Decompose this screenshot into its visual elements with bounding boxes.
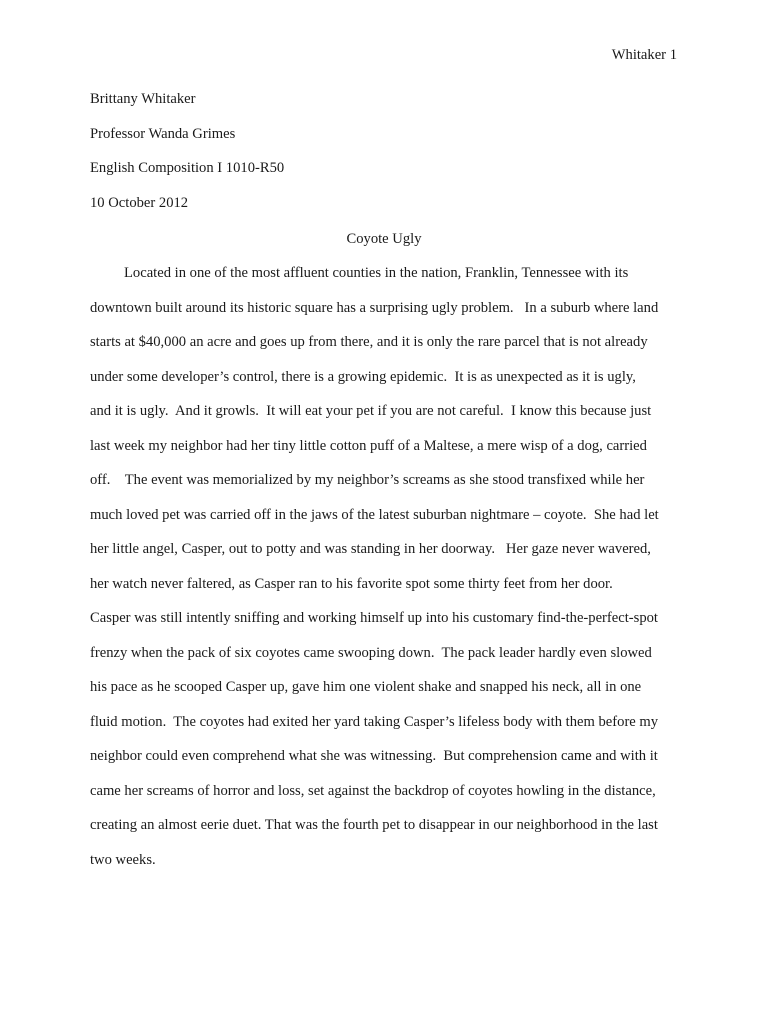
body-line: his pace as he scooped Casper up, gave him one violent shake and snapped his neck, all in one xyxy=(90,679,642,695)
body-line: frenzy when the pack of six coyotes came swooping down. The pack leader hardly even slowed xyxy=(90,644,652,661)
author-name: Brittany Whitaker xyxy=(90,91,196,107)
body-line: under some developer’s control, there is a growing epidemic. It is as unexpected as it is ugly, xyxy=(90,368,636,385)
essay-title: Coyote Ugly xyxy=(346,231,422,247)
body-line: downtown built around its historic square has a surprising ugly problem. In a suburb where land xyxy=(90,299,659,316)
body-line: Casper was still intently sniffing and working himself up into his customary find-the-perfect-spot xyxy=(90,610,658,626)
body-line: neighbor could even comprehend what she was witnessing. But comprehension came and with it xyxy=(90,748,658,764)
body-line: much loved pet was carried off in the jaws of the latest suburban nightmare – coyote. She had let xyxy=(90,506,659,523)
body-line: creating an almost eerie duet. That was the fourth pet to disappear in our neighborhood in the last xyxy=(90,817,658,833)
essay-body-paragraph xyxy=(90,263,680,884)
professor-name: Professor Wanda Grimes xyxy=(90,125,236,142)
body-line: two weeks. xyxy=(90,851,156,868)
body-line: last week my neighbor had her tiny little cotton puff of a Maltese, a mere wisp of a dog, carried xyxy=(90,437,647,454)
body-line: off. The event was memorialized by my neighbor’s screams as she stood transfixed while her xyxy=(90,472,645,488)
body-line: her watch never faltered, as Casper ran to his favorite spot some thirty feet from her door. xyxy=(90,575,613,592)
mla-heading xyxy=(90,89,680,227)
essay-date: 10 October 2012 xyxy=(90,194,189,211)
body-line: her little angel, Casper, out to potty and was standing in her doorway. Her gaze never wavered, xyxy=(90,541,651,557)
body-line: starts at $40,000 an acre and goes up from there, and it is only the rare parcel that is not already xyxy=(90,334,648,350)
body-line: came her screams of horror and loss, set against the backdrop of coyotes howling in the distance, xyxy=(90,782,656,799)
body-line: Located in one of the most affluent counties in the nation, Franklin, Tennessee with its xyxy=(124,265,629,281)
course-name: English Composition I 1010-R50 xyxy=(90,160,285,176)
body-line: fluid motion. The coyotes had exited her yard taking Casper’s lifeless body with them before my xyxy=(90,713,659,730)
running-header-page-number: Whitaker 1 xyxy=(611,47,677,63)
body-line: and it is ugly. And it growls. It will eat your pet if you are not careful. I know this because just xyxy=(90,403,652,419)
